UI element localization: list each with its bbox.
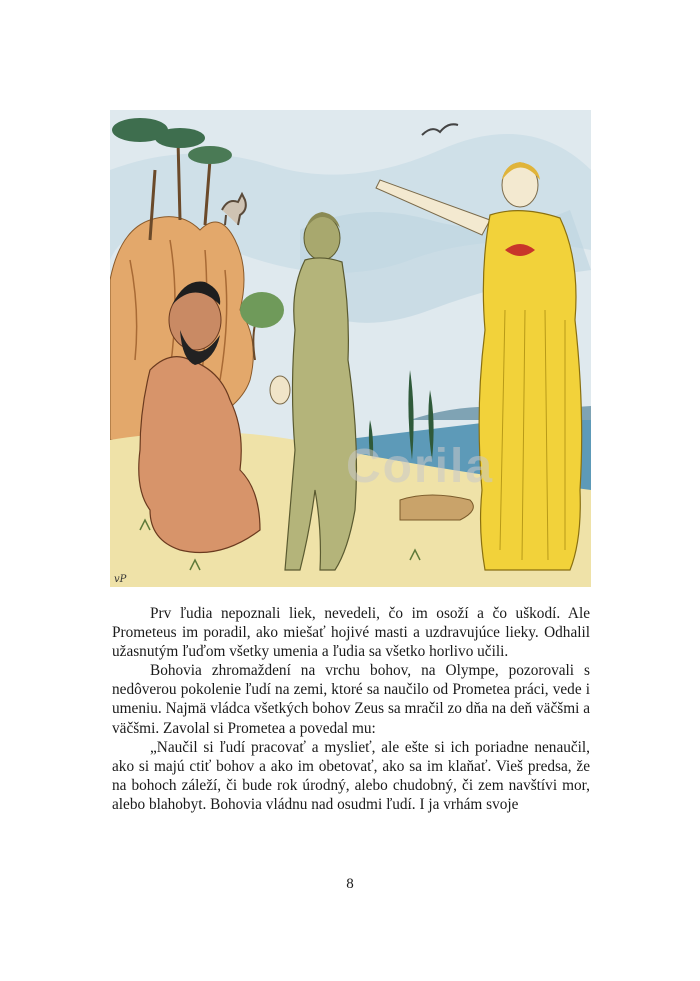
body-text [112,604,590,814]
youth-figure [285,258,356,570]
paragraph: Bohovia zhromaždení na vrchu bohov, na Olympe, pozorovali s nedôverou pokolenie ľudí na zemi, ktoré sa naučilo od Prometea práci, vede i umeniu. Najmä vládca všetkých bohov Zeus sa mračil zo dňa na deň väčšmi a väčšmi. Zavolal si Prometea a povedal mu: [112,662,590,737]
olive-canopy [240,292,284,328]
paragraph: „Naučil si ľudí pracovať a myslieť, ale ešte si ich poriadne nenaučil, ako si majú ctiť bohov a ako im obetovať, ako sa im klaňať. Vieš predsa, že na bohoch záleží, či bude rok úrodný, alebo chudobný, či zem navštívi mor, alebo blahobyt. Bohovia vládnu nad osudmi ľudí. I ja vrhám svoje [112,738,590,813]
artist-signature: vP [114,574,127,585]
page-number: 8 [346,876,354,892]
tree-canopy-2 [155,128,205,148]
resting-lion [400,495,473,520]
paragraph: Prv ľudia nepoznali liek, nevedeli, čo im osoží a čo uškodí. Ale Prometeus im poradil, ako miešať hojivé masti a uzdravujúce lieky. Odhalil užasnutým ľuďom všetky umenia a ľudia sa všetko horlivo učili. [112,605,590,661]
watermark: Corila [346,440,495,493]
tree-canopy-3 [188,146,232,164]
illustration-drawing [110,110,591,587]
prometheus-illustration [110,110,591,587]
held-fruit [270,376,290,404]
athena-robe [479,211,582,570]
